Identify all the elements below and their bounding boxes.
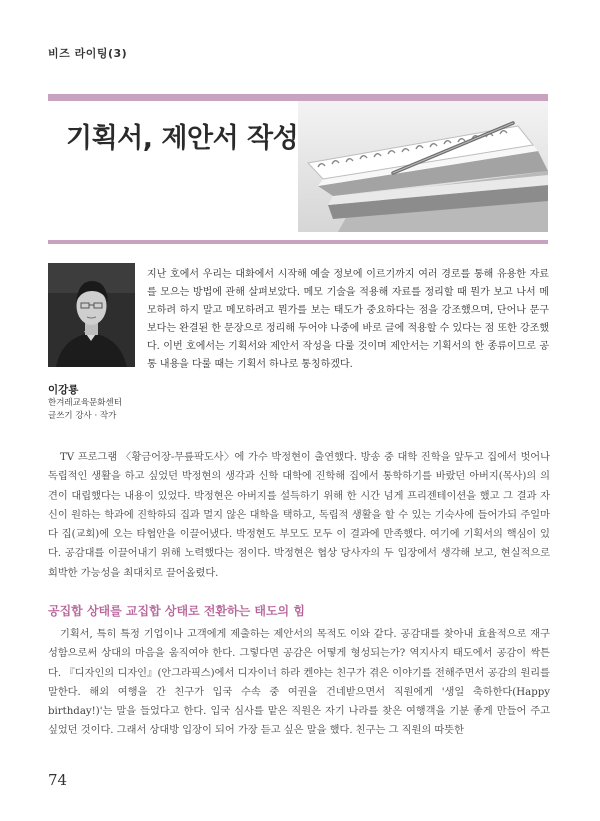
- author-name: 이강룡: [48, 384, 79, 396]
- body-paragraph-1: TV 프로그램 〈황금어장-무릎팍도사〉에 가수 박정현이 출연했다. 방송 중 대학 진학을 앞두고 집에서 벗어나 독립적인 생활을 하고 싶었던 박정현의 생각과 신학 대학에 진학해 집에서 통학하기를 바랐던 아버지(목사)의 의견이 대립했다는 내용이 있었다. 박정현은 아버지를 설득하기 위해 한 시간 넘게 프리젠테이션을 했고 그 결과 자신이 원하는 학과에 진학하되 집과 멀지 않은 대학을 택하고, 독립적 생활을 할 수 있는 기숙사에 들어가되 주일마다 집(교회)에 오는 타협안을 이끌어냈다. 박정현도 부모도 모두 이 결과에 만족했다. 여기에 기획서의 핵심이 있다. 공감대를 이끌어내기 위해 노력했다는 점이다. 박정현은 협상 당사자의 두 입장에서 생각해 보고, 현실적으로 희박한 가능성을 최대치로 끌어올렸다.: [48, 452, 550, 579]
- section-subheading: 공집합 상태를 교집합 상태로 전환하는 태도의 힘: [48, 604, 305, 618]
- section-accent-bar: [48, 240, 548, 244]
- author-affiliation-line1: 한겨레교육문화센터: [48, 398, 122, 408]
- body-paragraph-2: 기획서, 특히 특정 기업이나 고객에게 제출하는 제안서의 목적도 이와 같다. 공감대를 찾아내 효율적으로 재구성함으로써 상대의 마음을 움직여야 한다. 그렇다면 공감은 어떻게 형성되는가? 역지사지 태도에서 공감이 싹튼다. 『디자인의 디자인』(안그라픽스)에서 디자이너 하라 켄야는 친구가 겪은 이야기를 전해주면서 공감의 원리를 말한다. 해외 여행을 간 친구가 입국 수속 중 여권을 건네받으면서 직원에게 '생일 축하한다(Happy birthday!)'는 말을 들었다고 한다. 입국 심사를 맡은 직원은 자기 나라를 찾은 여행객을 기분 좋게 만들어 주고 싶었던 것이다. 그래서 상대방 입장이 되어 가장 듣고 싶은 말을 했다. 친구는 그 직원의 따뜻한: [48, 629, 550, 737]
- page-number: 74: [48, 771, 68, 789]
- series-label: 비즈 라이팅(3): [48, 47, 128, 60]
- books-notebook-photo: [298, 101, 548, 232]
- author-photo: [48, 263, 135, 367]
- intro-paragraph: 지난 호에서 우리는 대화에서 시작해 예술 정보에 이르기까지 여러 경로를 통해 유용한 자료를 모으는 방법에 관해 살펴보았다. 메모 기술을 적용해 자료를 정리할 때 뭔가 보고 나서 메모하려 하지 말고 메모하려고 뭔가를 보는 태도가 중요하다는 점을 강조했으며, 단어나 문구보다는 완결된 한 문장으로 정리해 두어야 나중에 바로 글에 적용할 수 있다는 점 또한 강조했다. 이번 호에서는 기획서와 제안서 작성을 다룰 것이며 제안서는 기획서의 한 종류이므로 공통 내용을 다룰 때는 기획서 하나로 통칭하겠다.: [147, 269, 549, 370]
- header-accent-bar: [48, 94, 548, 101]
- author-affiliation-line2: 글쓰기 강사 · 작가: [48, 411, 117, 421]
- author-affiliation: [48, 397, 122, 423]
- article-title: 기획서, 제안서 작성: [66, 123, 299, 154]
